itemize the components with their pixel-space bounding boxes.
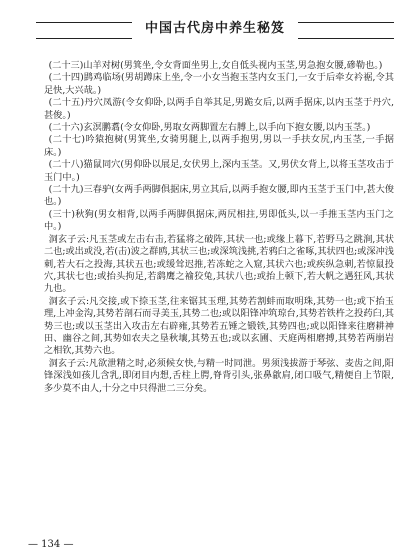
running-header: [36, 16, 394, 44]
paragraph: (二十五)丹穴凤游(令女仰卧,以两手自举其足,男跪女后,以两手据床,以内玉茎于丹穴,甚俊。): [44, 97, 394, 121]
paragraph: (二十七)吟猿抱树(男箕坐,女骑男腿上,以两手抱男,男以一手扶女尻,内玉茎,一手据床。): [44, 134, 394, 158]
body-text: [44, 60, 394, 395]
paragraph: 洞玄子云:凡欲泄精之时,必须候女快,与精一时同泄。男须浅拔游于琴弦、麦齿之间,阳锋深浅如孩儿含乳,即闭目内想,舌柱上腭,脊背引头,张鼻歙肩,闭口吸气,精便自上节限,多少莫不由人,十分之中只得泄二三分矣。: [44, 357, 394, 394]
paragraph: (二十九)三春驴(女两手两脚俱据床,男立其后,以两手抱女腰,即内玉茎于玉门中,甚大俊也。): [44, 184, 394, 208]
paragraph: (二十四)鹍鸡临场(男胡蹲床上坐,令一小女当抱玉茎内女玉门,一女于后牵女衿裾,令其足快,大兴哉。): [44, 72, 394, 96]
paragraph: (二十六)玄溟鹏翥(令女仰卧,男取女两脚置左右膊上,以手向下抱女腰,以内玉茎。): [48, 122, 371, 134]
paragraph: (二十八)猫鼠同穴(男仰卧以展足,女伏男上,深内玉茎。又,男伏女背上,以将玉茎攻击于玉门中。): [44, 159, 394, 183]
paragraph: 洞玄子云:凡交接,或下捺玉茎,往来锯其玉理,其势若割蚌而取明珠,其势一也;或下抬玉理,上冲金沟,其势若剖石而寻美玉,其势二也;或以阳锋冲筑琼台,其势若铁杵之投药臼,其势三也;或以玉茎出入攻击左右辟雍,其势若五锤之锻铁,其势四也;或以阳锋来往磨耕神田、幽谷之间,其势如农夫之垦秋壤,其势五也;或以玄圃、天庭两相磨搏,其势若两崩岩之相钦,其势六也。: [44, 295, 394, 357]
paragraph: (三十)秋狗(男女相背,以两手两脚俱据床,两尻相拄,男即低头,以一手推玉茎内玉门之中。): [44, 208, 394, 233]
header-title: 中国古代房中养生秘笈: [132, 18, 298, 40]
paragraph: 洞玄子云:凡玉茎或左击右击,若猛将之破阵,其状一也;或缘上暮下,若野马之跳涧,其状二也;或出或没,若(击)波之群鸥,其状三也;或深筑浅挑,若鸦臼之雀啄,其状四也;或深冲浅刺,若大石之投海,其状五也;或缓耸迟推,若冻蛇之入窟,其状六也;或疾纵急刺,若惊鼠投穴,其状七也;或抬头拘足,若鹞鹰之褕狡兔,其状八也;或抬上顿下,若大帆之遇狂风,其状九也。: [44, 233, 394, 295]
page-number: — 134 —: [28, 539, 74, 550]
paragraph: (二十三)山羊对树(男箕坐,令女背面坐男上,女自低头视内玉茎,男急抱女腰,磣勒也。): [48, 60, 383, 71]
